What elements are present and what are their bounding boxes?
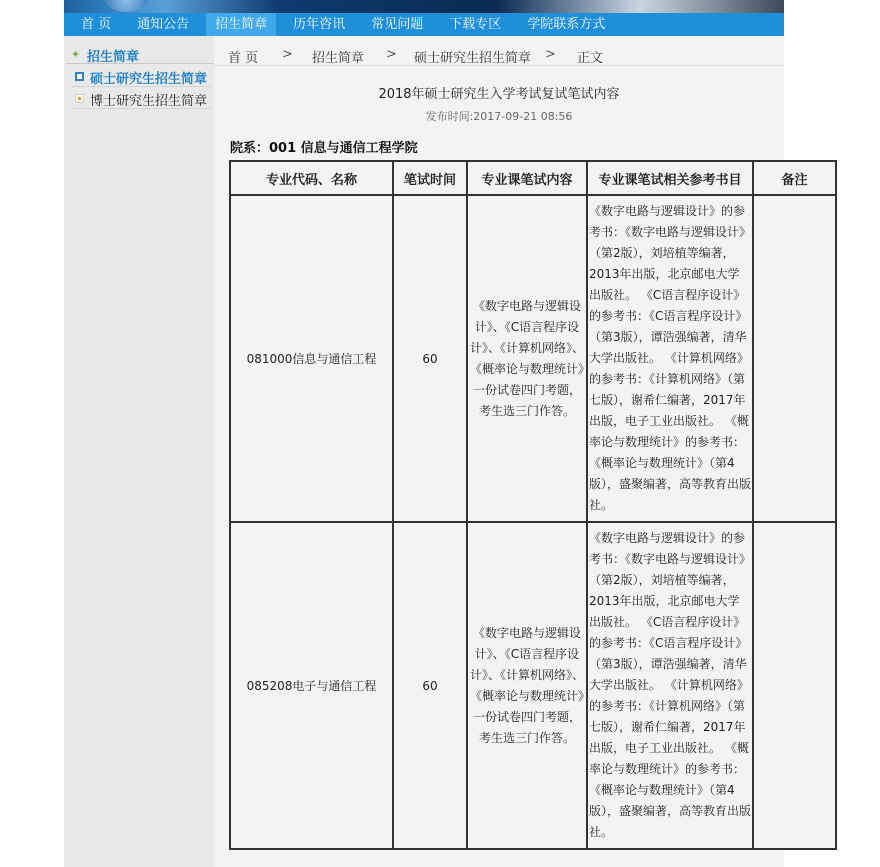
table-row xyxy=(230,195,836,522)
breadcrumb-separator: > xyxy=(386,47,397,62)
sidebar xyxy=(64,36,214,867)
breadcrumb-separator: > xyxy=(282,47,293,62)
breadcrumb-masters[interactable]: 硕士研究生招生简章 xyxy=(414,51,532,66)
header-remarks: 备注 xyxy=(753,161,836,195)
nav-item-faq[interactable]: 常见问题 xyxy=(371,17,424,32)
breadcrumb-current: 正文 xyxy=(577,51,604,66)
nav-item-contact[interactable]: 学院联系方式 xyxy=(527,17,606,32)
department-label: 院系：001 信息与通信工程学院 xyxy=(230,141,418,156)
nav-item-admissions[interactable]: 招生简章 xyxy=(206,13,276,36)
sidebar-title: 招生简章 xyxy=(87,50,140,65)
header-banner xyxy=(64,0,784,13)
breadcrumb xyxy=(214,44,784,66)
cell-exam-content: 《数字电路与逻辑设计》、《C语言程序设计》、《计算机网络》、《概率论与数理统计》一份试卷四门考题，考生选三门作答。 xyxy=(467,195,587,522)
breadcrumb-home[interactable]: 首 页 xyxy=(228,51,259,66)
nav-item-notices[interactable]: 通知公告 xyxy=(137,17,190,32)
header-references: 专业课笔试相关参考书目 xyxy=(587,161,753,195)
nav-item-downloads[interactable]: 下载专区 xyxy=(449,17,502,32)
nav-item-history[interactable]: 历年咨讯 xyxy=(293,17,346,32)
sidebar-item-label: 硕士研究生招生简章 xyxy=(90,72,208,87)
sparkle-icon: ✦ xyxy=(71,48,81,61)
cell-remarks xyxy=(753,522,836,849)
sidebar-item-doctoral[interactable] xyxy=(71,88,211,109)
cell-exam-time: 60 xyxy=(393,195,467,522)
header-major: 专业代码、名称 xyxy=(230,161,393,195)
cell-major: 085208电子与通信工程 xyxy=(230,522,393,849)
exam-content-table xyxy=(229,160,837,850)
article-title: 2018年硕士研究生入学考试复试笔试内容 xyxy=(378,87,620,102)
sidebar-item-masters[interactable] xyxy=(71,66,211,87)
sidebar-header xyxy=(66,44,214,64)
sidebar-item-label: 博士研究生招生简章 xyxy=(90,94,208,109)
table-row xyxy=(230,522,836,849)
header-exam-content: 专业课笔试内容 xyxy=(467,161,587,195)
publish-time: 发布时间:2017-09-21 08:56 xyxy=(425,110,573,123)
cell-major: 081000信息与通信工程 xyxy=(230,195,393,522)
table-header-row xyxy=(230,161,836,195)
cell-remarks xyxy=(753,195,836,522)
nav-item-home[interactable]: 首 页 xyxy=(81,17,112,32)
square-bullet-icon xyxy=(75,94,84,103)
breadcrumb-admissions[interactable]: 招生简章 xyxy=(312,51,365,66)
cell-exam-content: 《数字电路与逻辑设计》、《C语言程序设计》、《计算机网络》、《概率论与数理统计》一份试卷四门考题，考生选三门作答。 xyxy=(467,522,587,849)
square-bullet-icon xyxy=(75,72,84,81)
cell-references: 《数字电路与逻辑设计》的参考书：《数字电路与逻辑设计》（第2版），刘培植等编著，2013年出版，北京邮电大学出版社。 《C语言程序设计》的参考书：《C语言程序设计》（第3版），谭浩强编著，清华大学出版社。 《计算机网络》的参考书：《计算机网络》（第七版），谢希仁编著，2017年出版，电子工业出版社。 《概率论与数理统计》的参考书：《概率论与数理统计》（第4版），盛聚编著，高等教育出版社。 xyxy=(587,195,753,522)
cell-references: 《数字电路与逻辑设计》的参考书：《数字电路与逻辑设计》（第2版），刘培植等编著，2013年出版，北京邮电大学出版社。 《C语言程序设计》的参考书：《C语言程序设计》（第3版），谭浩强编著，清华大学出版社。 《计算机网络》的参考书：《计算机网络》（第七版），谢希仁编著，2017年出版，电子工业出版社。 《概率论与数理统计》的参考书：《概率论与数理统计》（第4版），盛聚编著，高等教育出版社。 xyxy=(587,522,753,849)
cell-exam-time: 60 xyxy=(393,522,467,849)
breadcrumb-separator: > xyxy=(545,47,556,62)
main-nav xyxy=(64,13,784,36)
header-exam-time: 笔试时间 xyxy=(393,161,467,195)
logo-globe-icon xyxy=(104,0,148,12)
